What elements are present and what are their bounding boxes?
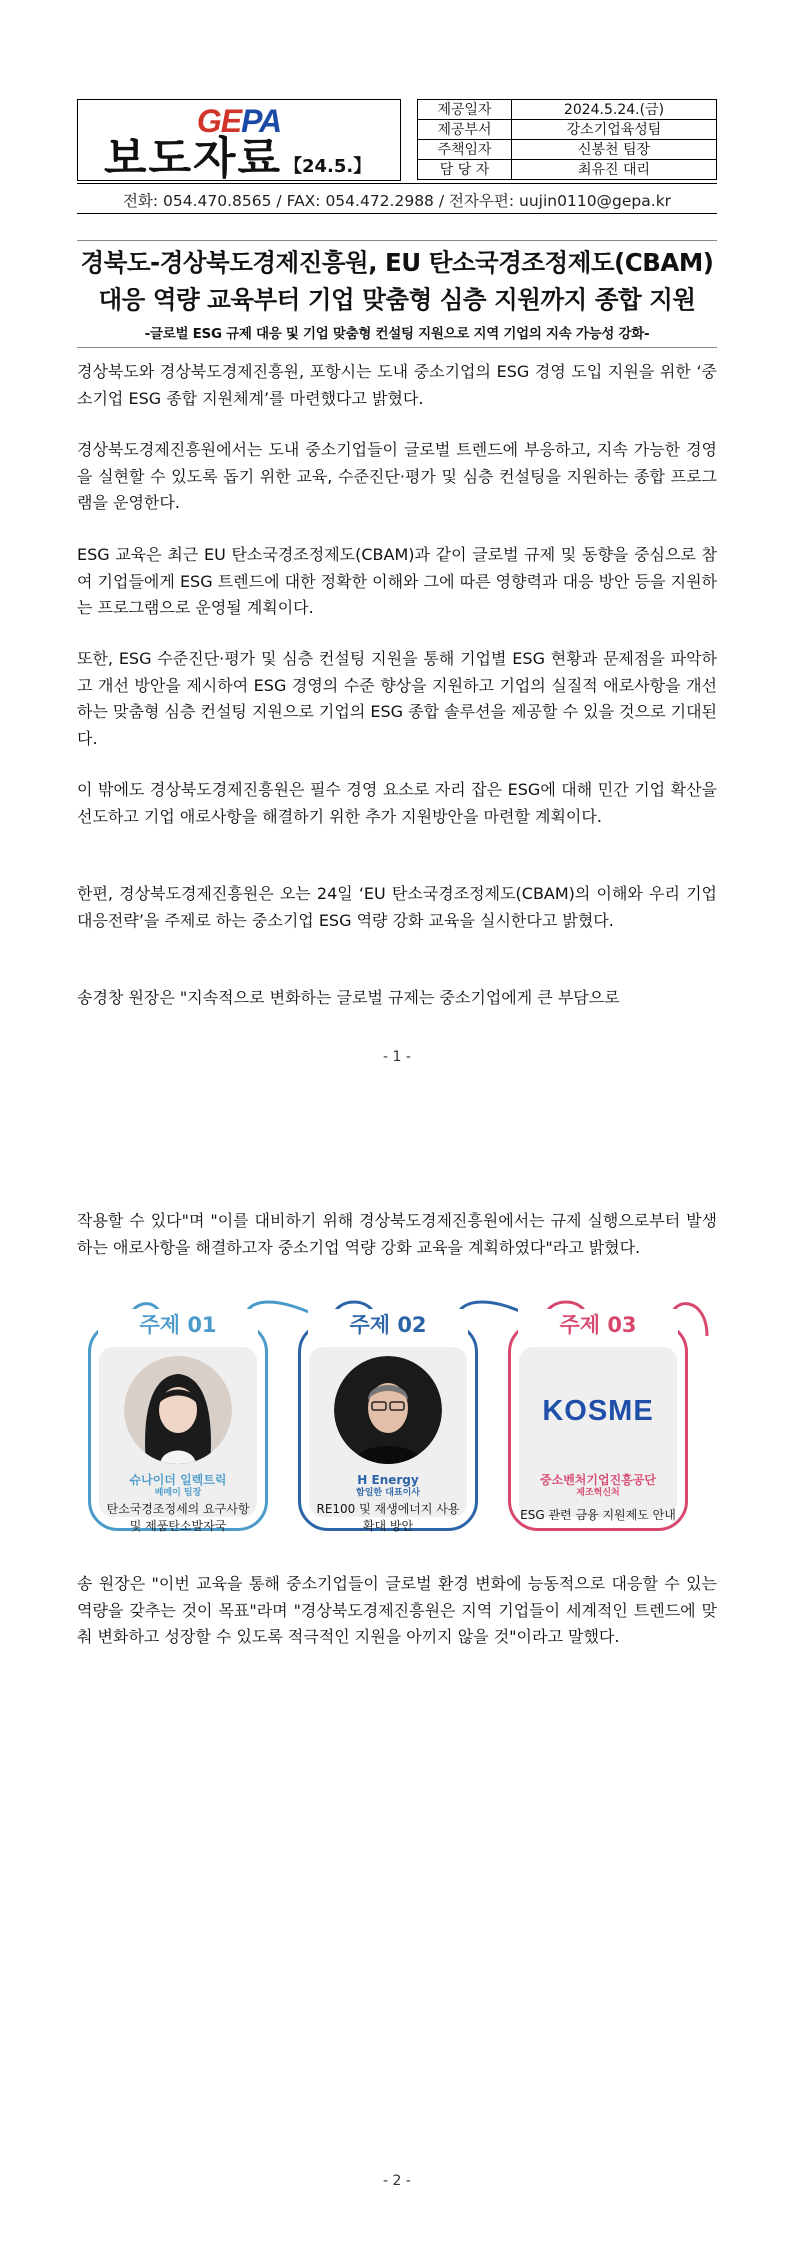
kosme-logo: KOSME [542,1395,654,1427]
paragraph: ESG 교육은 최근 EU 탄소국경조정제도(CBAM)과 같이 글로벌 규제 및 동향을 중심으로 참여 기업들에게 ESG 트렌드에 대한 정확한 이해와 그에 따른 영향력과 대응 방안 등을 지원하는 프로그램으로 운영될 계획이다. [77,545,717,617]
doc-type-title: 보도자료 [104,133,283,184]
page-number: - 1 - [383,1049,411,1065]
gepa-logo: GEPA [196,103,282,139]
topic-card-1 [88,1313,268,1533]
speaker-org: H Energy [357,1473,419,1487]
paragraph: 송 원장은 "이번 교육을 통해 중소기업들이 글로벌 환경 변화에 능동적으로 대응할 수 있는 역량을 갖추는 것이 목표"라며 "경상북도경제진흥원은 지역 기업들이 세계적인 트렌드에 맞춰 변화하고 성장할 수 있도록 적극적인 지원을 아끼지 않을 것"이라고 말했다. [77,1574,717,1646]
topic-description: RE100 및 재생에너지 사용 확대 방안 [316,1502,460,1533]
topic-label: 주제 02 [308,1309,468,1339]
info-value: 2024.5.24.(금) [512,100,717,120]
topic-description: ESG 관련 금융 지원제도 안내 [520,1508,676,1522]
divider [77,213,717,214]
speaker-role: 제조혁신처 [576,1488,620,1498]
paragraph: 한편, 경상북도경제진흥원은 오는 24일 ‘EU 탄소국경조정제도(CBAM)의 이해와 우리 기업 대응전략’을 주제로 하는 중소기업 ESG 역량 강화 교육을 실시한다고 밝혔다. [77,884,717,930]
topic-label: 주제 03 [518,1309,678,1339]
topic-card-3 [508,1313,688,1531]
speaker-role: 함일한 대표이사 [356,1488,420,1498]
paragraph: 이 밖에도 경상북도경제진흥원은 필수 경영 요소로 자리 잡은 ESG에 대해 민간 기업 확산을 선도하고 기업 애로사항을 해결하기 위한 추가 지원방안을 마련할 계획이다. [77,780,717,826]
speaker-photo [334,1356,442,1464]
topic-card-2 [298,1313,478,1533]
speaker-infographic [85,1298,709,1548]
paragraph: 경상북도와 경상북도경제진흥원, 포항시는 도내 중소기업의 ESG 경영 도입 지원을 위한 ‘중소기업 ESG 종합 지원체계’를 마련했다고 밝혔다. [77,362,717,408]
info-value: 최유진 대리 [512,160,717,180]
info-value: 강소기업육성팀 [512,120,717,140]
paragraph: 작용할 수 있다"며 "이를 대비하기 위해 경상북도경제진흥원에서는 규제 실행으로부터 발생하는 애로사항을 해결하고자 중소기업 역량 강화 교육을 계획하였다"라고 밝혔다. [77,1211,717,1257]
topic-label: 주제 01 [98,1309,258,1339]
paragraph: 또한, ESG 수준진단·평가 및 심층 컨설팅 지원을 통해 기업별 ESG 현황과 문제점을 파악하고 개선 방안을 제시하여 ESG 경영의 수준 향상을 지원하고 기업의 실질적 애로사항을 개선하는 맞춤형 심층 컨설팅 지원으로 기업의 ESG 종합 솔루션을 제공할 수 있을 것으로 기대된다. [77,649,717,748]
info-table [417,99,717,180]
divider [77,347,717,348]
info-value: 신봉천 팀장 [512,140,717,160]
divider [77,183,717,184]
page-number: - 2 - [383,2173,411,2189]
info-key: 제공일자 [418,100,512,120]
speaker-org: 슈나이더 일렉트릭 [129,1473,227,1487]
speaker-photo [124,1356,232,1464]
paragraph: 경상북도경제진흥원에서는 도내 중소기업들이 글로벌 트렌드에 부응하고, 지속 가능한 경영을 실현할 수 있도록 돕기 위한 교육, 수준진단·평가 및 심층 컨설팅을 지원하는 종합 프로그램을 운영한다. [77,440,717,512]
paragraph: 송경창 원장은 "지속적으로 변화하는 글로벌 규제는 중소기업에게 큰 부담으로 [77,988,620,1007]
info-row [418,160,717,180]
speaker-role: 베메이 팀장 [154,1488,202,1498]
info-row [418,120,717,140]
speaker-org: 중소벤처기업진흥공단 [540,1473,656,1487]
divider [77,240,717,241]
headline-line-1: 경북도-경상북도경제진흥원, EU 탄소국경조정제도(CBAM) [80,248,714,277]
info-key: 제공부서 [418,120,512,140]
info-key: 주책임자 [418,140,512,160]
headline-line-2: 대응 역량 교육부터 기업 맞춤형 심층 지원까지 종합 지원 [98,285,696,314]
contact-line: 전화: 054.470.8565 / FAX: 054.472.2988 / 전자우편: uujin0110@gepa.kr [122,192,672,210]
info-key: 담 당 자 [418,160,512,180]
press-header-box [77,99,401,184]
info-row [418,100,717,120]
subheadline: -글로벌 ESG 규제 대응 및 기업 맞춤형 컨설팅 지원으로 지역 기업의 지속 가능성 강화- [144,326,650,342]
info-row [418,140,717,160]
topic-description: 탄소국경조정세의 요구사항 및 제품탄소발자국 [106,1502,250,1533]
doc-date: 【24.5.】 [284,156,372,177]
